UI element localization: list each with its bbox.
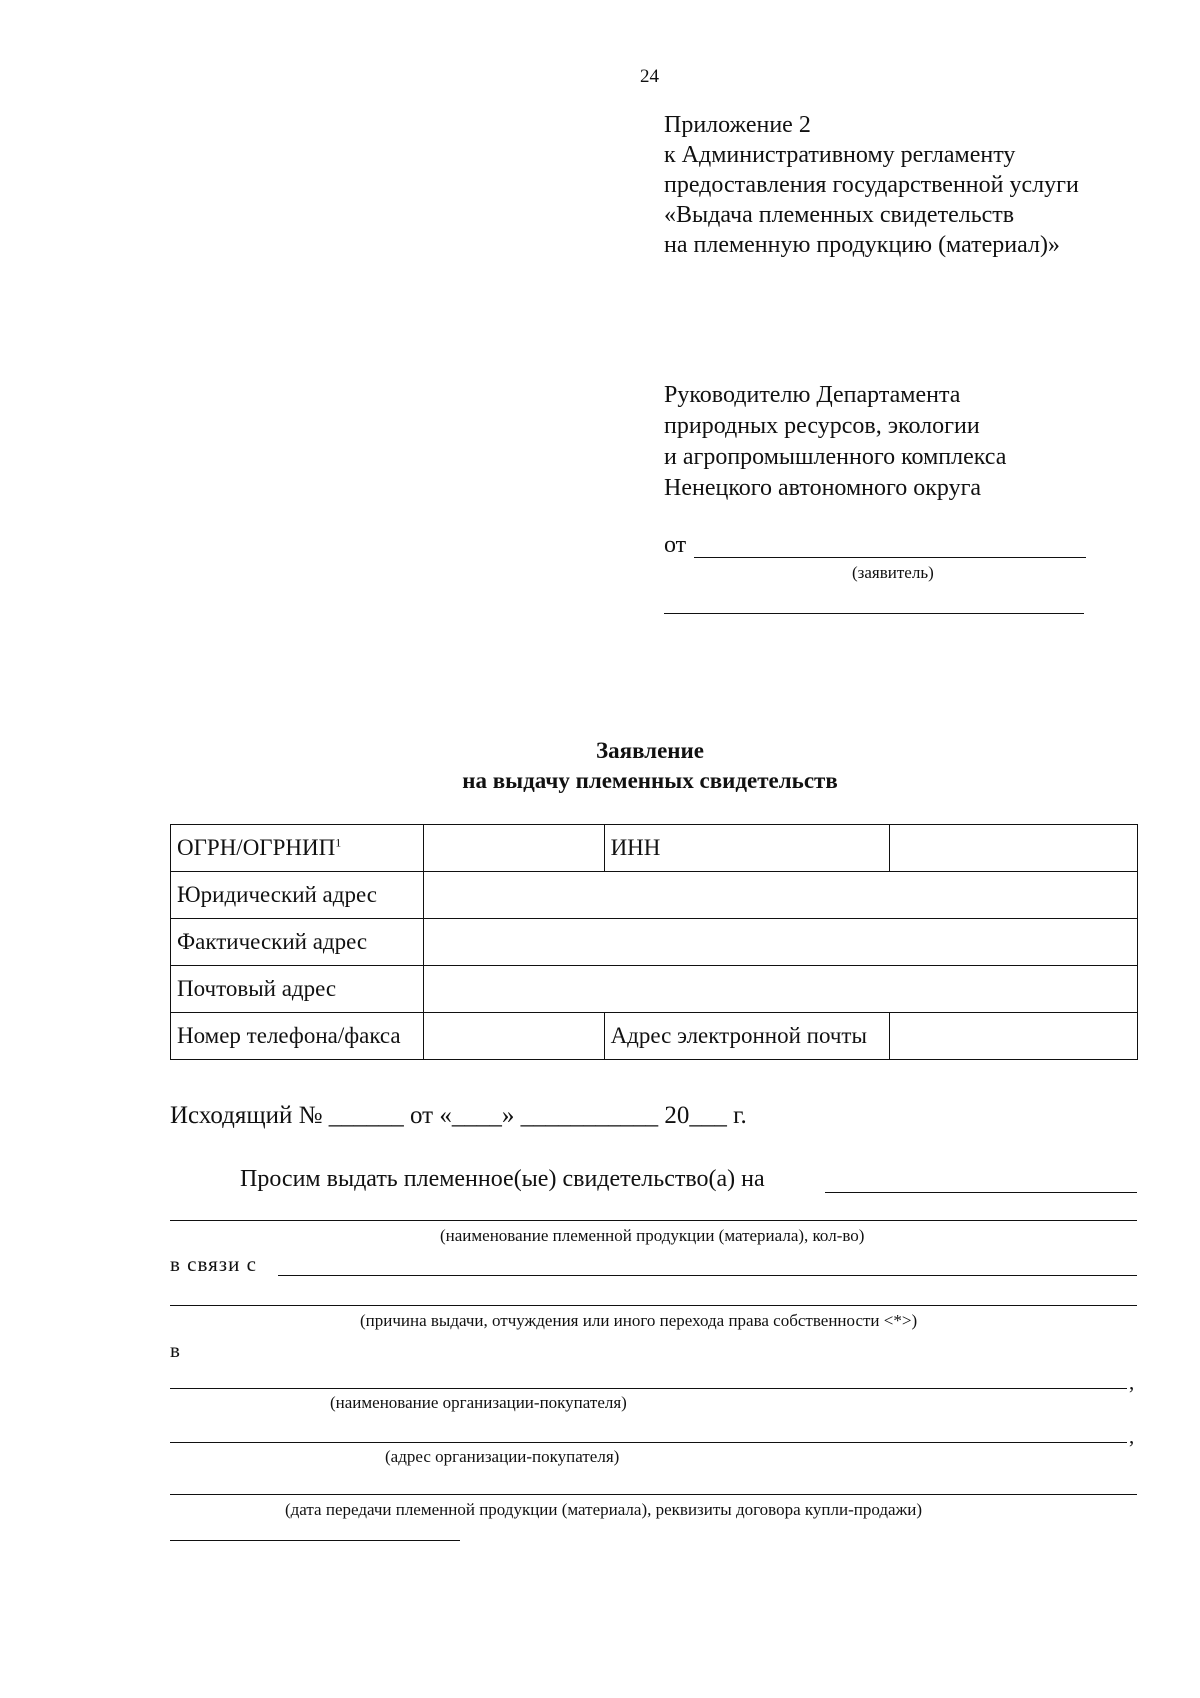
addressee-line: природных ресурсов, экологии: [664, 413, 980, 439]
page-number: 24: [640, 66, 659, 87]
applicant-caption: (заявитель): [852, 563, 934, 582]
document-title: [0, 736, 1200, 796]
actual-address-value-cell[interactable]: [423, 919, 1137, 966]
inn-label-cell: ИНН: [604, 825, 889, 872]
from-label: от: [664, 532, 687, 558]
reason-field[interactable]: [278, 1275, 1137, 1276]
buyer-address-caption: (адрес организации-покупателя): [385, 1447, 620, 1466]
outgoing-number-line: Исходящий № ______ от «____» ___________ 20___ г.: [170, 1102, 747, 1129]
phone-value-cell[interactable]: [423, 1013, 604, 1060]
actual-address-label: Фактический адрес: [171, 919, 424, 966]
addressee-line: и агропромышленного комплекса: [664, 444, 1007, 470]
appendix-line: «Выдача племенных свидетельств: [664, 202, 1015, 228]
reason-field-continued[interactable]: [170, 1305, 1137, 1306]
addressee-line: Руководителю Департамента: [664, 382, 961, 408]
product-field-continued[interactable]: [170, 1220, 1137, 1221]
table-row: [171, 966, 1138, 1013]
comma: ,: [1129, 1370, 1135, 1394]
ogrn-value-cell[interactable]: [423, 825, 604, 872]
postal-address-label: Почтовый адрес: [171, 966, 424, 1013]
applicant-field-continued[interactable]: [664, 613, 1084, 614]
postal-address-value-cell[interactable]: [423, 966, 1137, 1013]
table-row: [171, 825, 1138, 872]
ogrn-label-cell: [171, 825, 424, 872]
legal-address-value-cell[interactable]: [423, 872, 1137, 919]
legal-address-label: Юридический адрес: [171, 872, 424, 919]
buyer-name-caption: (наименование организации-покупателя): [330, 1393, 627, 1412]
phone-label: Номер телефона/факса: [171, 1013, 424, 1060]
addressee-block: [664, 380, 1006, 504]
appendix-line: к Административному регламенту: [664, 142, 1016, 168]
title-line: на выдачу племенных свидетельств: [462, 768, 838, 793]
footnote-separator: [170, 1540, 460, 1541]
product-field[interactable]: [825, 1192, 1137, 1193]
product-caption: (наименование племенной продукции (материала), кол-во): [440, 1226, 865, 1245]
applicant-info-table: [170, 824, 1138, 1060]
buyer-address-field[interactable]: [170, 1442, 1127, 1443]
reason-label: в связи с: [170, 1252, 257, 1276]
email-label: Адрес электронной почты: [604, 1013, 889, 1060]
applicant-field[interactable]: [694, 557, 1086, 558]
table-row: [171, 1013, 1138, 1060]
email-value-cell[interactable]: [889, 1013, 1137, 1060]
footnote-marker: 1: [335, 835, 342, 850]
buyer-name-field[interactable]: [170, 1388, 1127, 1389]
request-text: Просим выдать племенное(ые) свидетельство(а) на: [240, 1166, 765, 1192]
transfer-caption: (дата передачи племенной продукции (материала), реквизиты договора купли-продажи): [285, 1500, 923, 1519]
table-row: [171, 872, 1138, 919]
ogrn-label: ОГРН/ОГРНИП: [177, 835, 336, 860]
addressee-line: Ненецкого автономного округа: [664, 475, 982, 501]
title-line: Заявление: [595, 738, 705, 763]
table-row: [171, 919, 1138, 966]
to-label: в: [170, 1338, 180, 1362]
appendix-line: Приложение 2: [664, 112, 811, 138]
comma: ,: [1129, 1424, 1135, 1448]
inn-value-cell[interactable]: [889, 825, 1137, 872]
appendix-header: [664, 110, 1079, 260]
reason-caption: (причина выдачи, отчуждения или иного перехода права собственности <*>): [360, 1311, 918, 1330]
transfer-details-field[interactable]: [170, 1494, 1137, 1495]
appendix-line: на племенную продукцию (материал)»: [664, 232, 1060, 258]
appendix-line: предоставления государственной услуги: [664, 172, 1079, 198]
